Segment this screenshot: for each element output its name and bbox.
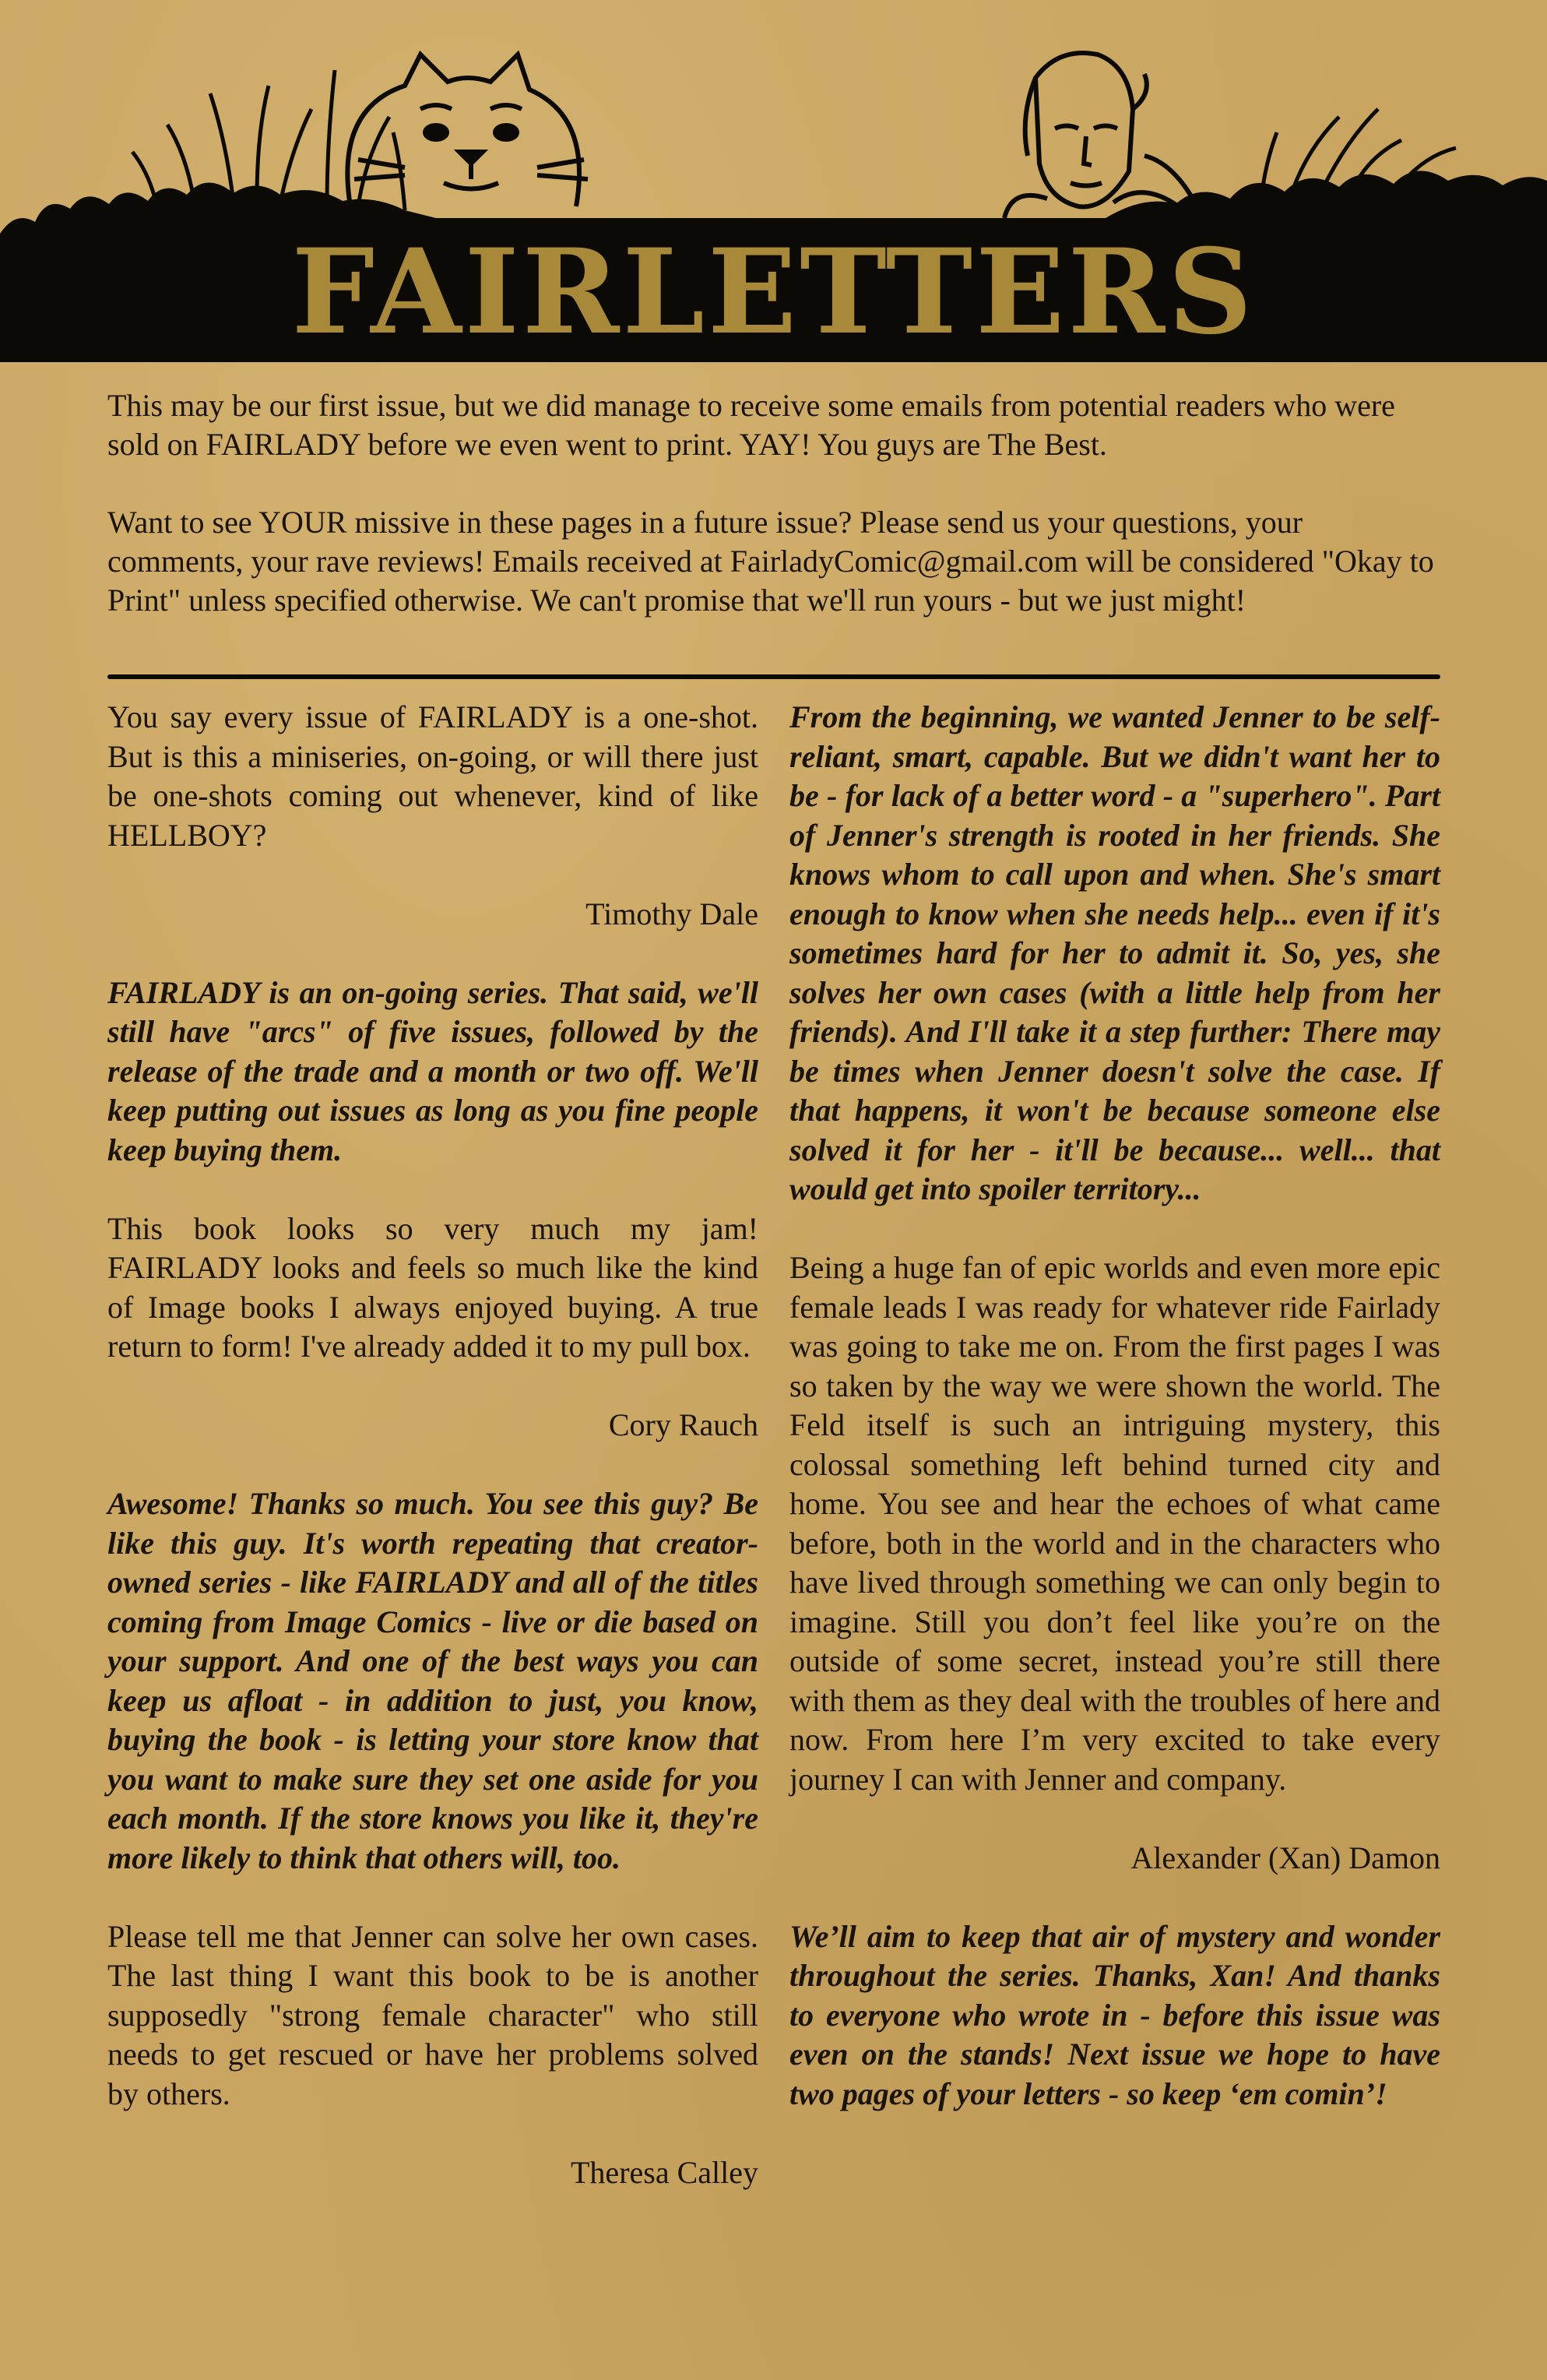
intro-paragraph: This may be our first issue, but we did manage to receive some emails from potential readers who were sold on FAIRLADY before we even went to print. YAY! You guys are The Best. bbox=[107, 388, 1395, 462]
intro-paragraph: Want to see YOUR missive in these pages in a future issue? Please send us your questions, your comments, your rave reviews! Emails received at FairladyComic@gmail.com will be considered "Okay to Print" unless specified otherwise. We can't promise that we'll run yours - but we just might! bbox=[107, 505, 1434, 618]
letters-column-right bbox=[789, 698, 1440, 2114]
page-title: FAIRLETTERS bbox=[291, 224, 1256, 361]
editor-reply: From the beginning, we wanted Jenner to be self-reliant, smart, capable. But we didn't want her to be - for lack of a better word - a "superhero". Part of Jenner's strength is rooted in her friends. She knows whom to call upon and when. She's smart enough to know when she needs help... even if it's sometimes hard for her to admit it. So, yes, she solves her own cases (with a little help from her friends). And I'll take it a step further: There may be times when Jenner doesn't solve the case. If that happens, it won't be because someone else solved it for her - it'll be because... well... that would get into spoiler territory... bbox=[789, 699, 1440, 1206]
header-banner bbox=[0, 0, 1547, 362]
letter-text: Please tell me that Jenner can solve her own cases. The last thing I want this book to be is another supposedly "strong female character" who still needs to get rescued or have her problems solved by others. bbox=[107, 1918, 758, 2111]
letter-author: Alexander (Xan) Damon bbox=[1130, 1840, 1440, 1875]
letters-column-left bbox=[107, 698, 758, 2192]
letter-text: Being a huge fan of epic worlds and even more epic female leads I was ready for whatever ride Fairlady was going to take me on. From the first pages I was so taken by the way we were shown the world. The Feld itself is such an intriguing mystery, this colossal something left behind turned city and home. You see and hear the echoes of what came before, both in the world and in the characters who have lived through something we can only begin to imagine. Still you don’t feel like you’re on the outside of some secret, instead you’re still there with them as they deal with the troubles of here and now. From here I’m very excited to take every journey I can with Jenner and company. bbox=[789, 1250, 1440, 1797]
editor-reply: FAIRLADY is an on-going series. That said, we'll still have "arcs" of five issues, followed by the release of the trade and a month or two off. We'll keep putting out issues as long as you fine people keep buying them. bbox=[107, 974, 758, 1167]
letter-author: Cory Rauch bbox=[608, 1407, 758, 1442]
editor-reply: We’ll aim to keep that air of mystery and wonder throughout the series. Thanks, Xan! And thanks to everyone who wrote in - before this issue was even on the stands! Next issue we hope to have two pages of your letters - so keep ‘em comin’! bbox=[789, 1918, 1440, 2111]
letter-text: You say every issue of FAIRLADY is a one-shot. But is this a miniseries, on-going, or will there just be one-shots coming out whenever, kind of like HELLBOY? bbox=[107, 699, 758, 853]
section-divider bbox=[107, 674, 1440, 679]
letter-text: This book looks so very much my jam! FAIRLADY looks and feels so much like the kind of Image books I always enjoyed buying. A true return to form! I've already added it to my pull box. bbox=[107, 1210, 758, 1364]
letter-author: Theresa Calley bbox=[571, 2154, 758, 2190]
editor-reply: Awesome! Thanks so much. You see this guy? Be like this guy. It's worth repeating that creator-owned series - like FAIRLADY and all of the titles coming from Image Comics - live or die based on your support. And one of the best ways you can keep us afloat - in addition to just, you know, buying the book - is letting your store know that you want to make sure they set one aside for you each month. If the store knows you like it, they're more likely to think that others will, too. bbox=[107, 1486, 758, 1875]
woman-illustration bbox=[1004, 53, 1199, 218]
letter-author: Timothy Dale bbox=[585, 896, 758, 931]
intro-section bbox=[107, 386, 1440, 620]
